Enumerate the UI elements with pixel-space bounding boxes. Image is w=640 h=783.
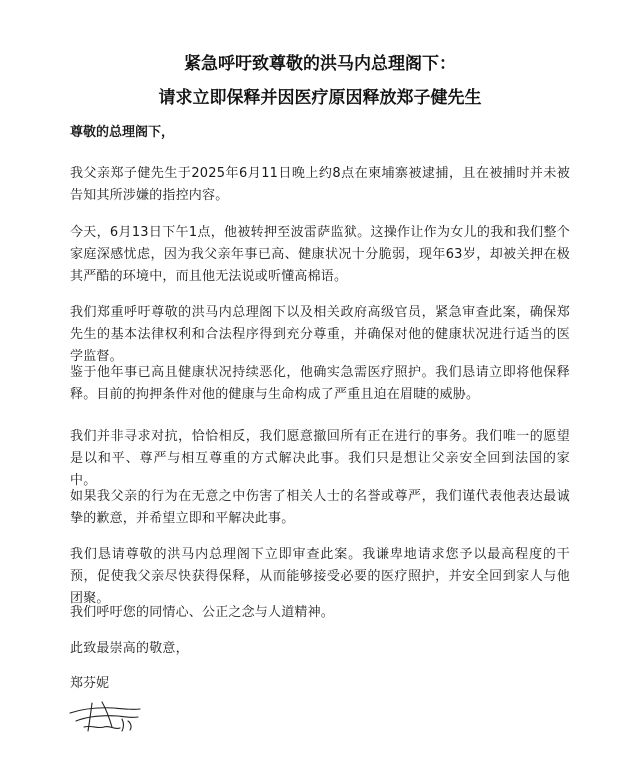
paragraph-5: 我们并非寻求对抗，恰恰相反，我们愿意撤回所有正在进行的事务。我们唯一的愿望是以和平、尊严与相互尊重的方式解决此事。我们只是想让父亲安全回到法国的家中。 bbox=[70, 429, 570, 488]
paragraph-3: 我们郑重呼吁尊敬的洪马内总理阁下以及相关政府高级官员，紧急审查此案，确保郑先生的基本法律权利和合法程序得到充分尊重，并确保对他的健康状况进行适当的医学监督。 bbox=[70, 305, 570, 364]
paragraph-8: 我们呼吁您的同情心、公正之念与人道精神。 bbox=[70, 605, 335, 620]
paragraph-7: 我们恳请尊敬的洪马内总理阁下立即审查此案。我谦卑地请求您予以最高程度的干预，促使我父亲尽快获得保释，从而能够接受必要的医疗照护，并安全回到家人与他团聚。 bbox=[70, 547, 570, 606]
paragraph-1: 我父亲郑子健先生于2025年6月11日晚上约8点在柬埔寨被逮捕，且在被捕时并未被告知其所涉嫌的指控内容。 bbox=[70, 166, 570, 203]
closing: 此致最崇高的敬意， bbox=[70, 641, 189, 656]
handwritten-signature bbox=[62, 697, 152, 737]
paragraph-4: 鉴于他年事已高且健康状况持续恶化，他确实急需医疗照护。我们恳请立即将他保释释。目前的拘押条件对他的健康与生命构成了严重且迫在眉睫的威胁。 bbox=[70, 365, 570, 402]
paragraph-2: 今天，6月13日下午1点，他被转押至波雷萨监狱。这操作让作为女儿的我和我们整个家庭深感忧虑，因为我父亲年事已高、健康状况十分脆弱，现年63岁，却被关押在极其严酷的环境中，而且他无法说或听懂高棉语。 bbox=[70, 225, 570, 284]
signer-name: 郑芬妮 bbox=[70, 676, 110, 691]
paragraph-6: 如果我父亲的行为在无意之中伤害了相关人士的名誉或尊严，我们谨代表他表达最诚挚的歉意，并希望立即和平解决此事。 bbox=[70, 489, 570, 526]
letter-title-line2: 请求立即保释并因医疗原因释放郑子健先生 bbox=[158, 88, 482, 108]
salutation: 尊敬的总理阁下， bbox=[70, 125, 175, 140]
letter-title-line1: 紧急呼吁致尊敬的洪马内总理阁下： bbox=[184, 54, 456, 74]
